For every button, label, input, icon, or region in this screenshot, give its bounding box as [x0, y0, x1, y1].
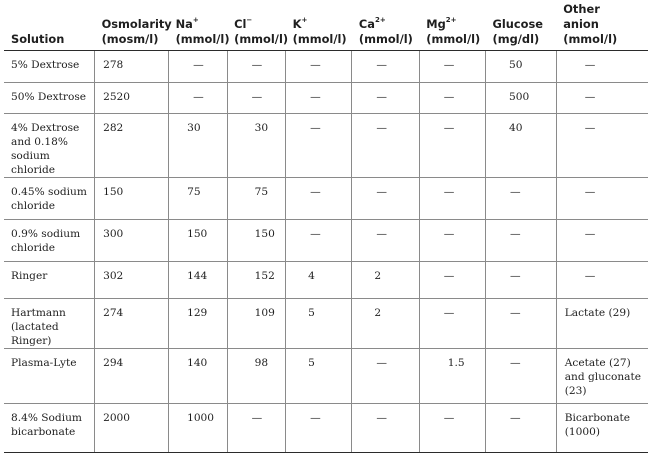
header-charge: − [246, 16, 253, 25]
header-unit: (mmol/l) [175, 32, 230, 46]
cell-ca: — [352, 178, 419, 220]
cell-cl: — [227, 83, 286, 114]
header-potassium [286, 2, 352, 51]
header-label: Mg [426, 17, 446, 31]
cell-osm: 282 [95, 114, 169, 178]
cell-solution: 5% Dextrose [4, 51, 95, 83]
cell-other: — [556, 83, 648, 114]
header-unit: (mmol/l) [358, 32, 413, 46]
table-row [4, 83, 648, 114]
cell-glucose: — [486, 349, 557, 404]
cell-osm: 2000 [95, 404, 169, 453]
cell-glucose: — [486, 299, 557, 349]
cell-solution: Plasma-Lyte [4, 349, 95, 404]
cell-osm: 150 [95, 178, 169, 220]
table-row [4, 220, 648, 262]
cell-solution: 50% Dextrose [4, 83, 95, 114]
cell-mg: — [419, 114, 485, 178]
cell-osm: 300 [95, 220, 169, 262]
cell-ca: — [352, 83, 419, 114]
cell-other: — [556, 114, 648, 178]
cell-ca: — [352, 404, 419, 453]
header-chloride [227, 2, 289, 51]
cell-cl: 30 [227, 114, 286, 178]
cell-mg: — [419, 220, 485, 262]
table-row [4, 178, 648, 220]
cell-na: 140 [169, 349, 228, 404]
cell-solution: Ringer [4, 262, 95, 299]
cell-other: — [556, 178, 648, 220]
table-row [4, 404, 648, 453]
header-calcium [352, 2, 419, 51]
cell-osm: 294 [95, 349, 169, 404]
header-unit: (mosm/l) [101, 32, 159, 46]
cell-ca: — [352, 51, 419, 83]
cell-solution: 4% Dextrose and 0.18% sodium chloride [4, 114, 95, 178]
cell-cl: 75 [227, 178, 286, 220]
cell-ca: 2 [352, 262, 419, 299]
header-unit: anion (mmol/l) [563, 17, 618, 46]
header-label: Ca [358, 17, 375, 31]
cell-glucose: 50 [486, 51, 557, 83]
cell-osm: 2520 [95, 83, 169, 114]
cell-cl: 98 [227, 349, 286, 404]
header-label: Other [563, 2, 600, 16]
table-row [4, 114, 648, 178]
cell-osm: 274 [95, 299, 169, 349]
cell-k: — [286, 83, 352, 114]
cell-mg: — [419, 299, 485, 349]
cell-mg: 1.5 [419, 349, 485, 404]
cell-other: Bicarbonate (1000) [556, 404, 648, 453]
cell-cl: — [227, 404, 286, 453]
cell-cl: — [227, 51, 286, 83]
cell-cl: 150 [227, 220, 286, 262]
header-charge: 2+ [374, 16, 386, 25]
cell-glucose: 500 [486, 83, 557, 114]
cell-osm: 278 [95, 51, 169, 83]
cell-glucose: — [486, 178, 557, 220]
cell-mg: — [419, 178, 485, 220]
header-charge: 2+ [445, 16, 457, 25]
cell-k: 4 [286, 262, 352, 299]
cell-other: — [556, 220, 648, 262]
cell-other: — [556, 262, 648, 299]
header-label: Osmolarity [101, 17, 172, 31]
cell-solution: Hartmann (lactated Ringer) [4, 299, 95, 349]
cell-ca: — [352, 114, 419, 178]
header-sodium [169, 2, 228, 51]
cell-mg: — [419, 51, 485, 83]
cell-na: 129 [169, 299, 228, 349]
header-magnesium [419, 2, 485, 51]
header-label: K [292, 17, 302, 31]
cell-ca: — [352, 349, 419, 404]
header-label: Glucose [492, 17, 543, 31]
cell-na: — [169, 51, 228, 83]
cell-other: Lactate (29) [556, 299, 648, 349]
header-unit: (mmol/l) [292, 32, 347, 46]
header-label: Cl [234, 17, 247, 31]
table-row [4, 51, 648, 83]
cell-solution: 0.45% sodium chloride [4, 178, 95, 220]
cell-na: 75 [169, 178, 228, 220]
header-charge: + [192, 16, 199, 25]
header-label: Solution [11, 32, 65, 46]
cell-other: — [556, 51, 648, 83]
table-header [4, 2, 648, 51]
cell-k: — [286, 178, 352, 220]
cell-solution: 0.9% sodium chloride [4, 220, 95, 262]
cell-k: 5 [286, 299, 352, 349]
table-row [4, 349, 648, 404]
header-unit: (mmol/l) [426, 32, 481, 46]
header-row [4, 2, 648, 51]
header-unit: (mg/dl) [492, 32, 540, 46]
cell-k: — [286, 51, 352, 83]
header-osmolarity [95, 2, 172, 51]
iv-fluids-table [4, 2, 648, 453]
header-other-anion [556, 2, 648, 51]
cell-na: — [169, 83, 228, 114]
cell-k: 5 [286, 349, 352, 404]
cell-cl: 109 [227, 299, 286, 349]
cell-na: 150 [169, 220, 228, 262]
table-body [4, 51, 648, 453]
table-row [4, 262, 648, 299]
cell-mg: — [419, 262, 485, 299]
cell-glucose: — [486, 220, 557, 262]
cell-ca: 2 [352, 299, 419, 349]
cell-glucose: 40 [486, 114, 557, 178]
header-label: Na [175, 17, 193, 31]
header-glucose [486, 2, 557, 51]
cell-other: Acetate (27) and gluconate (23) [556, 349, 648, 404]
cell-na: 144 [169, 262, 228, 299]
header-unit: (mmol/l) [234, 32, 289, 46]
cell-na: 1000 [169, 404, 228, 453]
cell-glucose: — [486, 404, 557, 453]
cell-osm: 302 [95, 262, 169, 299]
cell-mg: — [419, 83, 485, 114]
cell-cl: 152 [227, 262, 286, 299]
cell-glucose: — [486, 262, 557, 299]
cell-mg: — [419, 404, 485, 453]
cell-k: — [286, 404, 352, 453]
header-solution [4, 2, 95, 51]
header-charge: + [301, 16, 308, 25]
cell-solution: 8.4% Sodium bicarbonate [4, 404, 95, 453]
table-row [4, 299, 648, 349]
cell-na: 30 [169, 114, 228, 178]
cell-k: — [286, 114, 352, 178]
cell-ca: — [352, 220, 419, 262]
cell-k: — [286, 220, 352, 262]
